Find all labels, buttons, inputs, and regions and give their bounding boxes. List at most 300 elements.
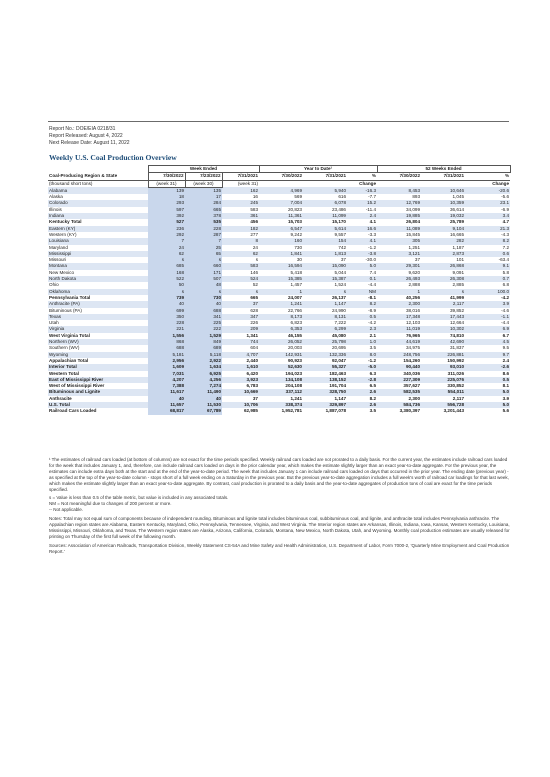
- table-cell: 284: [185, 200, 222, 206]
- table-cell: 0.5: [347, 314, 377, 320]
- table-cell: 357,627: [377, 383, 421, 389]
- table-cell: 328,750: [303, 389, 347, 395]
- table-cell: 3,380,397: [377, 408, 421, 414]
- table-cell: 227,309: [377, 377, 421, 383]
- table-cell: 100.0: [465, 289, 510, 295]
- table-cell: 154: [303, 238, 347, 244]
- table-cell: 660: [185, 263, 222, 269]
- table-cell: 3.9: [465, 301, 510, 307]
- table-cell: 20,823: [259, 207, 303, 213]
- header-group-row: [48, 166, 510, 173]
- table-cell: -1.2: [347, 358, 377, 364]
- table-cell: 739: [148, 295, 185, 301]
- table-cell: 5,940: [303, 187, 347, 194]
- table-cell: 2,873: [421, 251, 465, 257]
- column-header-ytd-change-sub: Change: [359, 180, 377, 186]
- row-label: Anthracite: [48, 396, 148, 402]
- table-cell: 1,841: [259, 251, 303, 257]
- table-cell: 1,241: [259, 396, 303, 402]
- table-cell: 2,956: [148, 358, 185, 364]
- top-divider: [48, 121, 509, 122]
- table-cell: 204,108: [259, 383, 303, 389]
- table-cell: 41,999: [421, 295, 465, 301]
- table-cell: -5.0: [347, 364, 377, 370]
- table-cell: 2.6: [347, 402, 377, 408]
- table-cell: 40: [148, 396, 185, 402]
- table-cell: 62,985: [222, 408, 259, 414]
- table-cell: 90,440: [377, 364, 421, 370]
- row-label: Montana: [48, 263, 148, 269]
- column-header-52wk-change-sub: Change: [492, 180, 510, 186]
- table-cell: 2,440: [222, 358, 259, 364]
- table-row: [48, 187, 510, 194]
- row-label: Anthracite (PA): [48, 301, 148, 307]
- row-label: Appalachian Total: [48, 358, 148, 364]
- row-label: Missouri: [48, 257, 148, 263]
- table-cell: 76,965: [377, 333, 421, 339]
- table-cell: 46,155: [259, 333, 303, 339]
- table-cell: 15,385: [259, 276, 303, 282]
- table-cell: 15.2: [347, 200, 377, 206]
- table-cell: 604: [222, 345, 259, 351]
- table-cell: 1,609: [148, 364, 185, 370]
- table-cell: 10,359: [421, 200, 465, 206]
- table-cell: 2,300: [377, 396, 421, 402]
- table-cell: 338,374: [259, 402, 303, 408]
- table-cell: 34,975: [377, 345, 421, 351]
- table-cell: 582,535: [377, 389, 421, 395]
- table-cell: 1,529: [185, 333, 222, 339]
- table-cell: 6,420: [222, 371, 259, 377]
- table-cell: 146: [222, 270, 259, 276]
- table-cell: 7.4: [347, 270, 377, 276]
- table-cell: 11,617: [148, 389, 185, 395]
- table-cell: 36,614: [421, 207, 465, 213]
- column-header-ytd-2021: 7/31/2021: [303, 173, 347, 180]
- row-label: Louisiana: [48, 238, 148, 244]
- table-cell: 11,099: [303, 213, 347, 219]
- table-cell: 688: [148, 345, 185, 351]
- table-cell: 7,222: [303, 320, 347, 326]
- table-cell: 11,089: [377, 226, 421, 232]
- table-cell: 8.2: [347, 396, 377, 402]
- table-cell: 556,728: [421, 402, 465, 408]
- table-cell: 191,704: [303, 383, 347, 389]
- table-cell: 92,047: [303, 358, 347, 364]
- table-cell: 68,817: [148, 408, 185, 414]
- table-cell: 8,131: [303, 314, 347, 320]
- table-cell: 138,152: [303, 377, 347, 383]
- table-cell: 9,104: [421, 226, 465, 232]
- table-cell: 699: [148, 308, 185, 314]
- next-release-date: Next Release Date: August 11, 2022: [49, 139, 130, 146]
- table-cell: 535: [185, 219, 222, 225]
- table-cell: 0.5: [465, 377, 510, 383]
- row-label: U.S. Total: [48, 402, 148, 408]
- row-label: Virginia: [48, 326, 148, 332]
- table-cell: 37: [222, 396, 259, 402]
- table-cell: 1,187: [421, 245, 465, 251]
- report-released-date: Report Released: August 4, 2022: [49, 132, 123, 139]
- table-cell: 5,614: [303, 226, 347, 232]
- table-cell: 11,019: [377, 326, 421, 332]
- table-cell: 287: [185, 232, 222, 238]
- table-cell: 1,887,078: [303, 408, 347, 414]
- table-cell: 742: [303, 245, 347, 251]
- table-cell: 5.0: [465, 402, 510, 408]
- table-cell: 9.5: [465, 345, 510, 351]
- table-cell: 6.9: [465, 326, 510, 332]
- table-cell: 1,524: [303, 282, 347, 288]
- table-cell: 26,493: [377, 276, 421, 282]
- table-cell: -63.4: [465, 257, 510, 263]
- table-cell: 24: [222, 245, 259, 251]
- table-cell: -4.4: [347, 282, 377, 288]
- table-cell: 5,418: [259, 270, 303, 276]
- table-cell: -1.1: [465, 314, 510, 320]
- table-cell: 0.6: [465, 251, 510, 257]
- production-table-body: [48, 187, 510, 414]
- table-cell: 665: [222, 295, 259, 301]
- table-cell: 350: [148, 314, 185, 320]
- table-cell: 3.5: [347, 408, 377, 414]
- row-label: Northern (WV): [48, 339, 148, 345]
- table-cell: 7,388: [148, 383, 185, 389]
- table-cell: 4.1: [347, 238, 377, 244]
- table-cell: 730: [259, 245, 303, 251]
- table-cell: 8.6: [465, 371, 510, 377]
- footnote-notes: Notes: Total may not equal sum of components because of independent rounding. Bituminous and lignite total includes bituminous coal, subbituminous coal, and lignite, and anthracite total includes Pennsylvania anthracite. The Appalachian region states are Alabama, Eastern Kentucky, Maryland, Ohio, Pennsylvania, Tennessee, Virginia, and West Virginia. The Interior region states are Arkansas, Illinois, Indiana, Iowa, Kansas, Western Kentucky, Louisiana, Mississippi, Missouri, Oklahoma, and Texas. The Western region states are Alaska, Arizona, California, Colorado, Montana, New Mexico, North Dakota, Utah, and Wyoming. Monthly coal production estimates are usually released for printing on Thursday of the first full week of the following month.: [49, 516, 510, 539]
- row-label: Maryland: [48, 245, 148, 251]
- table-cell: 5.6: [465, 408, 510, 414]
- table-cell: 1.0: [347, 339, 377, 345]
- table-cell: 277: [222, 232, 259, 238]
- table-cell: -4.2: [347, 320, 377, 326]
- table-cell: 2.6: [347, 389, 377, 395]
- row-label: Railroad Cars Loaded: [48, 408, 148, 414]
- table-cell: 893: [377, 194, 421, 200]
- table-cell: 134,108: [259, 377, 303, 383]
- table-cell: 226,881: [421, 352, 465, 358]
- row-label: West of Mississippi River: [48, 383, 148, 389]
- table-cell: 160: [259, 238, 303, 244]
- table-cell: 9,557: [303, 232, 347, 238]
- row-label: Southern (WV): [48, 345, 148, 351]
- table-cell: 6,547: [259, 226, 303, 232]
- table-cell: 5,044: [303, 270, 347, 276]
- table-cell: 222: [185, 326, 222, 332]
- column-header-ytd-change: %: [347, 173, 377, 180]
- table-cell: 5,181: [148, 352, 185, 358]
- table-cell: 5.8: [465, 270, 510, 276]
- table-cell: 221: [148, 326, 185, 332]
- row-label: Utah: [48, 320, 148, 326]
- table-cell: 6.3: [347, 371, 377, 377]
- table-cell: 24,007: [259, 295, 303, 301]
- row-label: East of Mississippi River: [48, 377, 148, 383]
- table-cell: s: [148, 257, 185, 263]
- row-label: Pennsylvania Total: [48, 295, 148, 301]
- table-cell: 616: [303, 194, 347, 200]
- page-title: Weekly U.S. Coal Production Overview: [49, 153, 177, 162]
- table-cell: 554,011: [421, 389, 465, 395]
- row-label: Western Total: [48, 371, 148, 377]
- table-cell: 12,103: [377, 320, 421, 326]
- table-cell: 378: [185, 213, 222, 219]
- production-table: [48, 165, 511, 415]
- table-cell: 1,952,781: [259, 408, 303, 414]
- table-cell: 24,990: [303, 308, 347, 314]
- table-cell: 20,003: [259, 345, 303, 351]
- table-cell: 22,766: [259, 308, 303, 314]
- table-cell: 628: [222, 308, 259, 314]
- table-cell: 685: [148, 263, 185, 269]
- table-cell: 744: [222, 339, 259, 345]
- table-cell: s: [222, 257, 259, 263]
- table-cell: 584,736: [377, 402, 421, 408]
- table-cell: 2.4: [465, 358, 510, 364]
- table-cell: 15,090: [303, 263, 347, 269]
- table-cell: 2,885: [421, 282, 465, 288]
- table-cell: 93,010: [421, 364, 465, 370]
- table-cell: 17: [185, 194, 222, 200]
- row-label: Kentucky Total: [48, 219, 148, 225]
- table-cell: 16,665: [421, 232, 465, 238]
- table-cell: 182,463: [303, 371, 347, 377]
- table-cell: 1,813: [303, 251, 347, 257]
- table-cell: 225,076: [421, 377, 465, 383]
- table-cell: 228: [148, 320, 185, 326]
- table-cell: 23,486: [303, 207, 347, 213]
- table-cell: 6.7: [465, 333, 510, 339]
- table-cell: s: [148, 289, 185, 295]
- table-cell: -30.0: [347, 257, 377, 263]
- table-cell: 330,852: [421, 383, 465, 389]
- table-cell: 0.7: [465, 276, 510, 282]
- table-cell: 209: [222, 326, 259, 332]
- table-cell: 135: [185, 187, 222, 194]
- table-cell: -4.4: [465, 320, 510, 326]
- table-cell: 8: [222, 238, 259, 244]
- table-cell: 2,117: [421, 301, 465, 307]
- footnotes: [49, 457, 511, 558]
- row-label: New Mexico: [48, 270, 148, 276]
- table-cell: 292: [148, 232, 185, 238]
- row-label: Illinois: [48, 207, 148, 213]
- table-cell: 16.6: [347, 226, 377, 232]
- table-cell: 8.1: [465, 383, 510, 389]
- table-cell: 4,256: [185, 377, 222, 383]
- header-subline-row: [48, 180, 510, 187]
- table-cell: 597: [148, 207, 185, 213]
- table-cell: 311,026: [421, 371, 465, 377]
- table-cell: 62: [222, 251, 259, 257]
- table-cell: 162: [222, 187, 259, 194]
- table-cell: 5.0: [347, 263, 377, 269]
- table-cell: 1,241: [259, 301, 303, 307]
- row-label: Bituminous and Lignite: [48, 389, 148, 395]
- table-row: [48, 408, 510, 414]
- table-cell: -3.8: [347, 251, 377, 257]
- table-cell: 40: [148, 301, 185, 307]
- table-cell: 26,308: [421, 276, 465, 282]
- row-label: Bituminous (PA): [48, 308, 148, 314]
- column-header-week31-2022-sub: (week 31): [148, 180, 185, 187]
- table-cell: 9.7: [465, 352, 510, 358]
- table-cell: 329,897: [303, 402, 347, 408]
- table-cell: 4,969: [259, 187, 303, 194]
- table-cell: 3,121: [377, 251, 421, 257]
- table-cell: 569: [259, 194, 303, 200]
- column-header-52wk-change: %: [465, 173, 510, 180]
- column-header-52wk-2022: 7/30/2022: [377, 173, 421, 180]
- table-cell: 142,931: [259, 352, 303, 358]
- table-cell: -2.6: [465, 364, 510, 370]
- table-cell: 6.5: [347, 383, 377, 389]
- table-cell: 154,260: [377, 358, 421, 364]
- table-cell: 665: [185, 207, 222, 213]
- table-cell: 6,299: [303, 326, 347, 332]
- column-header-week31-2021: 7/31/2021: [222, 173, 259, 180]
- table-cell: 1,457: [259, 282, 303, 288]
- table-cell: 2.3: [347, 326, 377, 332]
- column-header-week31-2021-sub: (week 31): [237, 180, 258, 186]
- table-cell: 52,630: [259, 364, 303, 370]
- table-cell: -4.6: [465, 308, 510, 314]
- table-cell: 18: [148, 194, 185, 200]
- table-cell: 524: [222, 276, 259, 282]
- table-cell: 42,690: [421, 339, 465, 345]
- table-cell: NM: [347, 289, 377, 295]
- table-cell: 7,031: [148, 371, 185, 377]
- table-cell: 5.0: [465, 389, 510, 395]
- table-cell: 16: [222, 194, 259, 200]
- table-cell: 29,301: [377, 263, 421, 269]
- table-cell: 26,868: [421, 263, 465, 269]
- table-cell: 4.1: [347, 219, 377, 225]
- table-cell: 62: [148, 251, 185, 257]
- table-cell: 8,453: [377, 187, 421, 194]
- table-cell: -6.9: [465, 207, 510, 213]
- report-number: Report No.: DOE/EIA 0218/31: [49, 126, 116, 132]
- table-cell: 522: [148, 276, 185, 282]
- table-cell: -1.2: [347, 245, 377, 251]
- table-cell: 10,669: [222, 389, 259, 395]
- table-cell: 228: [185, 226, 222, 232]
- table-cell: 19,885: [377, 213, 421, 219]
- table-cell: 40,256: [377, 295, 421, 301]
- table-cell: -8.9: [347, 308, 377, 314]
- table-cell: 248,756: [377, 352, 421, 358]
- table-cell: 1,147: [303, 301, 347, 307]
- table-cell: 65: [185, 251, 222, 257]
- table-cell: 2,300: [377, 301, 421, 307]
- table-cell: 90,923: [259, 358, 303, 364]
- table-cell: 730: [185, 295, 222, 301]
- table-cell: 17,443: [421, 314, 465, 320]
- row-label: Texas: [48, 314, 148, 320]
- table-cell: 17,348: [377, 314, 421, 320]
- table-cell: 139: [148, 187, 185, 194]
- table-cell: 3.9: [465, 396, 510, 402]
- table-cell: 67,789: [185, 408, 222, 414]
- table-cell: 10,302: [421, 326, 465, 332]
- table-cell: 11,361: [259, 213, 303, 219]
- table-cell: 50: [148, 282, 185, 288]
- table-cell: 23.1: [465, 200, 510, 206]
- column-header-week30-2022-sub: (week 30): [185, 180, 222, 187]
- table-cell: 26,052: [259, 339, 303, 345]
- production-table-container: [48, 165, 510, 415]
- table-cell: 21.3: [465, 226, 510, 232]
- table-cell: 7: [185, 238, 222, 244]
- table-cell: -11.4: [347, 207, 377, 213]
- table-cell: 31,837: [421, 345, 465, 351]
- row-label: Eastern (KY): [48, 226, 148, 232]
- table-cell: 8,173: [259, 314, 303, 320]
- table-cell: 583: [222, 207, 259, 213]
- table-cell: 8.2: [465, 238, 510, 244]
- row-label: Interior Total: [48, 364, 148, 370]
- table-cell: 2,117: [421, 396, 465, 402]
- table-cell: 3.5: [347, 345, 377, 351]
- row-label: Alabama: [48, 187, 148, 194]
- table-cell: 74,810: [421, 333, 465, 339]
- table-cell: 337,112: [259, 389, 303, 395]
- table-cell: -8.1: [347, 295, 377, 301]
- table-cell: 37: [222, 301, 259, 307]
- table-cell: 6,823: [259, 320, 303, 326]
- table-cell: 182: [222, 226, 259, 232]
- table-cell: -4.3: [465, 232, 510, 238]
- table-cell: s: [185, 257, 222, 263]
- table-cell: -2.8: [347, 377, 377, 383]
- table-cell: 392: [148, 213, 185, 219]
- row-label: Western (KY): [48, 232, 148, 238]
- table-cell: 6,783: [222, 383, 259, 389]
- table-cell: 8.0: [347, 352, 377, 358]
- row-label: Colorado: [48, 200, 148, 206]
- table-cell: 3,201,443: [421, 408, 465, 414]
- table-cell: 507: [185, 276, 222, 282]
- table-cell: 25: [185, 245, 222, 251]
- footnote-nm-definition: NM = Not meaningful due to changes of 200 percent or more.: [49, 501, 172, 507]
- table-cell: 39,852: [421, 308, 465, 314]
- table-cell: 2.1: [347, 333, 377, 339]
- footnote-s-definition: s = Value is less than 0.5 of the table metric, but value is included in any associated totals.: [49, 495, 229, 501]
- column-header-52wk-2021: 7/31/2021: [421, 173, 465, 180]
- table-cell: -20.6: [465, 187, 510, 194]
- table-cell: 2,922: [185, 358, 222, 364]
- table-cell: 55,327: [303, 364, 347, 370]
- table-cell: 7,274: [185, 383, 222, 389]
- table-cell: 689: [185, 345, 222, 351]
- group-week-ended: Week Ended: [148, 166, 259, 173]
- table-cell: 19,032: [421, 213, 465, 219]
- table-cell: 1: [377, 289, 421, 295]
- table-cell: 1,251: [377, 245, 421, 251]
- column-header-week31-2022: 7/30/2022: [148, 173, 185, 180]
- footnote-sources: Sources: Association of American Railroads, Transportation Division, Weekly Statement CS-54A and Mine Safety and Health Administration, U.S. Department of Labor, Form 7000-2, 'Quarterly Mine Employment and Coal Production Report.': [49, 542, 510, 554]
- table-cell: 849: [185, 339, 222, 345]
- table-cell: 24: [148, 245, 185, 251]
- group-year-to-date: Year to Date¹: [259, 166, 377, 173]
- table-cell: 6.8: [465, 282, 510, 288]
- table-cell: 150,992: [421, 358, 465, 364]
- table-cell: 52: [222, 282, 259, 288]
- row-label: Ohio: [48, 282, 148, 288]
- table-cell: 2.4: [347, 213, 377, 219]
